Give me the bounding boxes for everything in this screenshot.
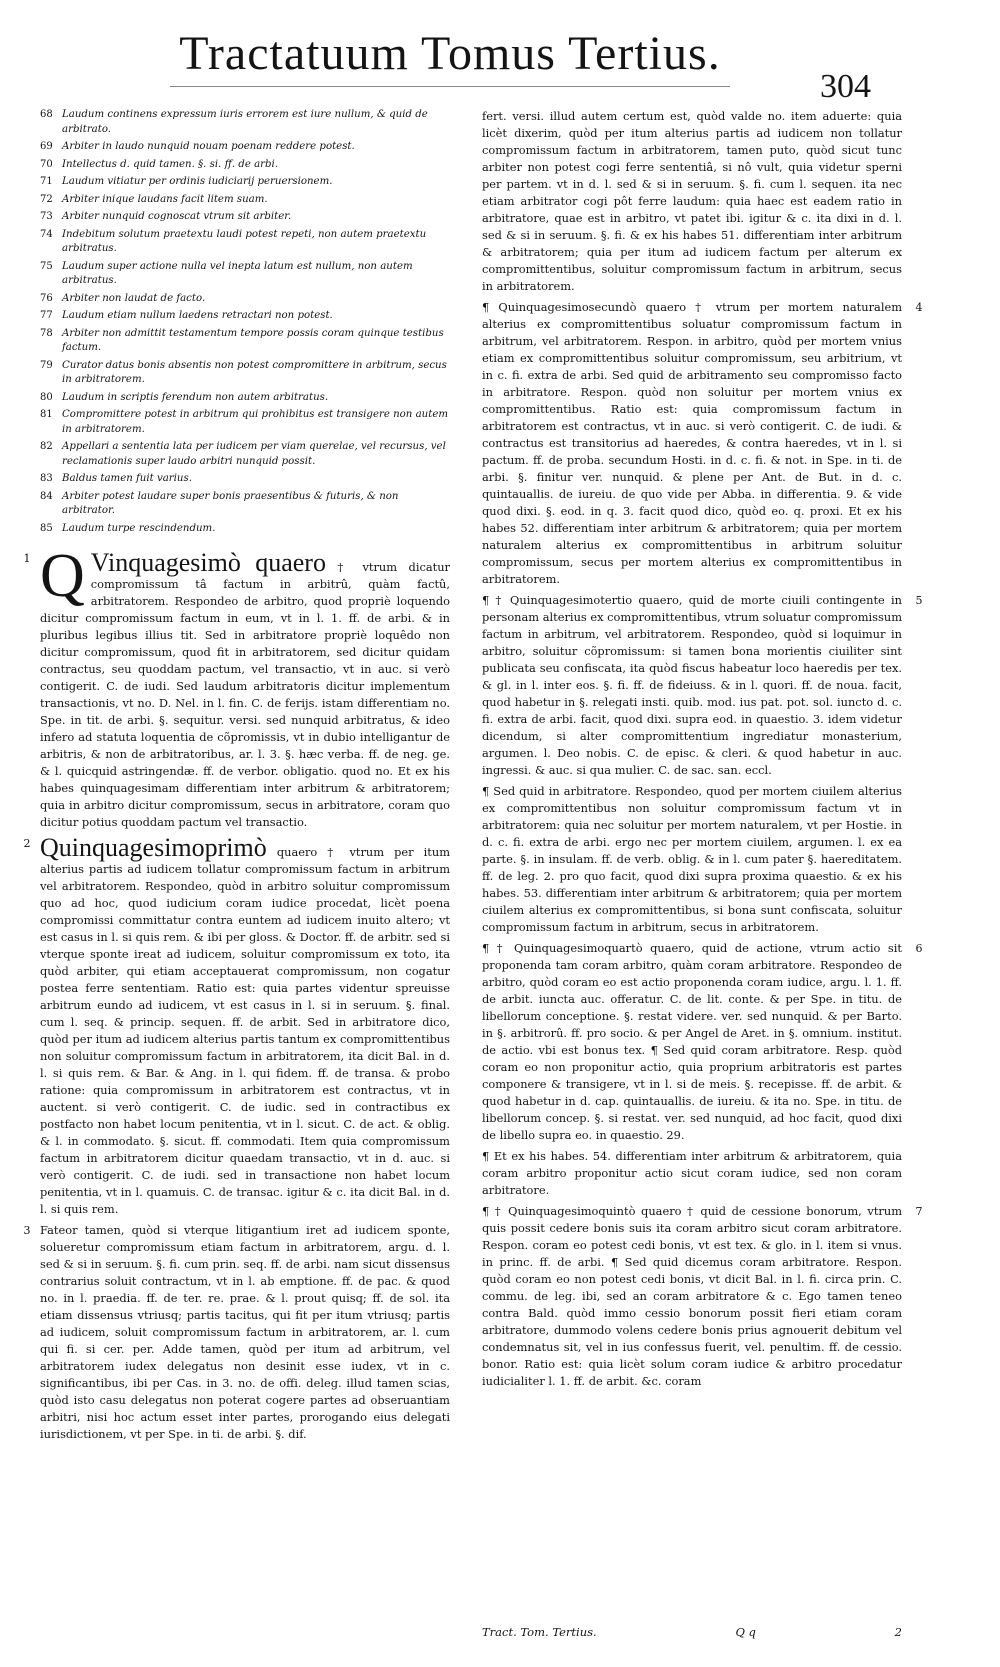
right-paragraphs	[482, 108, 923, 1390]
right-column	[482, 108, 923, 1633]
index-entry	[40, 210, 450, 225]
index-number: 76	[40, 292, 53, 304]
index-number: 71	[40, 176, 53, 187]
index-entry	[40, 408, 450, 437]
body-paragraph	[482, 592, 923, 779]
paragraph-text: † vtrum dicatur compromissum tâ factum in arbitrû, quàm factû, arbitratorem. Respondeo de arbitro, quod propriè loquendo dicitur compromissum factum in eum, vt in l. 1. ff. de arbi. & in pluribus legibus illius tit. Sed in arbitratore propriè loquêdo non dicitur compromissum, quod fit in arbitratorem, sed dicitur quidam contractus, seu quoddam pactum, vel transactio, vt in auc. si verò contigerit. C. de iudi. Sed laudum arbitratoris dicitur implementum transactionis, vt no. D. Nel. in l. fin. C. de ferijs. istam differentiam no. Spe. in tit. de arbi. §. sequitur. versi. sed nunquid arbitratus, & ideo infero ad statuta loquentia de cõpromissis, vt in dubio intelligantur de arbitris, & non de arbitratoribus, ar. l. 3. §. hæc verba. ff. de neg. ge. & l. quicquid astringendæ. ff. de verbor. obligatio. quod no. Et ex his habes quinquagesimam differentiam inter arbitrum & arbitratorem; quia in arbitro dicitur compromissum, secus in arbitratore, coram quo dicitur potius quoddam pactum vel transactio.	[40, 560, 451, 829]
left-paragraphs	[23, 542, 451, 1443]
index-number: 68	[40, 109, 53, 120]
paragraph-text: ¶ † Quinquagesimoquintò quaero † quid de cessione bonorum, vtrum quis possit cedere bonis suis ita coram arbitro sicut coram arbitratore. Respon. coram eo potest cedi bonis, vt est tex. & glo. in l. item si vnus. in princ. ff. de arbi. ¶ Sed quid dicemus coram arbitratore. Respon. quòd coram eo non potest cedi bonis, vt dicit Bal. in l. fi. circa prin. C. commu. de leg. ibi, sed an coram arbitratore & c. Ego tamen teneo contra Bald. quòd immo cessio bonorum possit fieri etiam coram arbitratore, dummodo volens cedere bonis prius agnouerit debitum vel condemnatus sit, vel in ius confessus fuerit, vel. penultim. ff. de cessio. bonor. Ratio est: quia licèt solum coram iudice & arbitro procedatur iudicialiter l. 1. ff. de arbit. &c. coram	[482, 1204, 902, 1388]
paragraph-text: ¶ † Quinquagesimotertio quaero, quid de morte ciuili contingente in personam alterius ex compromittentibus, vtrum soluatur compromissum factum in arbitrum, vel arbitratorem. Respondeo, quòd si loquimur in arbitro, soluitur cõpromissum: si tamen bona morientis ciuiliter sint publicata seu confiscata, ita quòd fiscus habeatur loco haeredis per tex. & gl. in l. inter eos. §. fi. ff. de fideiuss. & in l. quori. ff. de noua. facit, quod habetur in §. relegati insti. quib. mod. ius pat. pot. sol. iuncto d. c. fi. extra de arbi. facit, quod dixi. supra eod. in quaestio. 3. idem videtur dicendum, si alter compromittentium ingrediatur monasterium, argumen. l. Deo nobis. C. de episc. & cleri. & quod habetur in auc. ingressi. & auc. si qua mulier. C. de sac. san. eccl.	[482, 593, 902, 777]
index-text: Laudum continens expressum iuris errorem est iure nullum, & quid de arbitrato.	[62, 109, 428, 135]
index-number: 80	[40, 391, 53, 403]
index-text: Curator datus bonis absentis non potest compromittere in arbitrum, secus in arbitratorem.	[62, 359, 447, 385]
margin-number: 3	[23, 1224, 31, 1237]
index-text: Compromittere potest in arbitrum qui prohibitus est transigere non autem in arbitratorem.	[62, 409, 449, 435]
index-entry	[40, 327, 450, 356]
index-number: 77	[40, 310, 53, 321]
index-text: Appellari a sententia lata per iudicem per viam querelae, vel recursus, vel reclamationis super laudo arbitri nunquid possit.	[62, 441, 446, 467]
index-number: 81	[40, 409, 53, 420]
index-number: 78	[40, 327, 53, 339]
drop-cap: Q	[40, 542, 85, 610]
signature-mark: Q q	[735, 1625, 756, 1639]
index-text: Laudum super actione nulla vel inepta latum est nullum, non autem arbitratus.	[62, 260, 413, 286]
index-text: Arbiter in laudo nunquid nouam poenam reddere potest.	[62, 141, 355, 152]
index-text: Laudum etiam nullum laedens retractari non potest.	[62, 310, 333, 321]
left-column	[23, 108, 451, 1633]
index-entry	[40, 228, 450, 257]
margin-number: 6	[915, 942, 923, 955]
paragraph-text: Fateor tamen, quòd si vterque litigantium iret ad iudicem sponte, solueretur compromissum etiam factum in arbitratorem, argu. d. l. sed & si in seruum. §. fi. cum prin. seq. ff. de arbi. nam sicut dissensus contrarius soluit contractum, vt in l. ab emptione. ff. de pac. & quod no. in l. praedia. ff. de ter. re. prae. & l. prout quisq; ff. de sol. ita etiam dissensus vtriusq; partis tacitus, qui fit per itum vtriusq; partis ad iudicem, soluit compromissum factum in arbitratorem, ar. l. cum qui fi. si cer. per. Adde tamen, quòd per itum ad arbitrum, vel arbitratorem iudex delegatus non desinit esse iudex, vt in c. significantibus, ibi per Cas. in 3. no. de offi. deleg. illud tamen scias, quòd isto casu delegatus non poterat cogere partes ad obseruantiam arbitri, nisi hoc actum esset inter partes, prorogando eius delegati iurisdictionem, vt per Spe. in ti. de arbi. §. dif.	[40, 1223, 450, 1441]
paragraph-text: ¶ Sed quid in arbitratore. Respondeo, quod per mortem ciuilem alterius ex compromittentibus non soluitur compromissum factum vt in arbitratorem: quia nec soluitur per mortem naturalem, vt per Hostie. in d. c. fi. extra de arbi. ergo nec per mortem ciuilem, argumen. l. ex ea parte. §. in insulam. ff. de verb. oblig. & in l. cum pater §. haereditatem. ff. de leg. 2. pro quo facit, quod dixi supra proxima quaestio. & ex his habes. 53. differentiam inter arbitrum & arbitratorem; quia per mortem ciuilem alterius ex compromittentibus, si bona sunt confiscata, soluitur compromissum factum in arbitrum, secus in arbitratorem.	[482, 784, 902, 934]
body-paragraph	[482, 1148, 902, 1199]
index-entry	[40, 309, 450, 324]
page-title: Tractatuum Tomus Tertius.	[179, 27, 721, 80]
margin-number: 4	[915, 301, 923, 314]
index-entry	[40, 490, 450, 519]
index-text: Laudum in scriptis ferendum non autem arbitratus.	[62, 391, 329, 403]
index-number: 70	[40, 158, 53, 170]
body-paragraph	[482, 108, 902, 295]
index-text: Laudum vitiatur per ordinis iudiciarij peruersionem.	[62, 176, 333, 187]
index-entry	[40, 359, 450, 388]
index-number: 84	[40, 490, 53, 502]
index-entry	[40, 108, 450, 137]
index-text: Arbiter nunquid cognoscat vtrum sit arbiter.	[62, 211, 292, 222]
index-entry	[40, 140, 450, 155]
index-entry	[40, 260, 450, 289]
index-number: 75	[40, 260, 53, 272]
body-paragraph	[482, 299, 923, 588]
index-list	[40, 108, 450, 536]
index-entry	[40, 193, 450, 208]
body-paragraph	[482, 1203, 923, 1390]
index-number: 85	[40, 522, 53, 534]
paragraph-text: fert. versi. illud autem certum est, quòd valde no. item aduerte: quia licèt dixerim, quòd per itum alterius partis ad iudicem non tollatur compromissum factum in arbitratorem, tamen puto, quòd sicut tunc arbiter non potest cogi ferre sententiâ, si nô vult, quia videtur sperni per partem. vt in d. l. sed & si in seruum. §. fi. cum l. sequen. ita nec etiam arbitrator cogi pôt ferre laudum: quia haec est eadem ratio in arbitratore, quae est in arbitro, vt patet ibi. igitur & c. ita dixi in d. l. sed & si in seruum. §. fi. & ex his habes 51. differentiam inter arbitrum & arbitratorem; quia per itum ad iudicem factum per alterum ex compromittentibus, soluitur compromissum factum in arbitrum, secus in arbitratorem.	[482, 109, 902, 293]
index-entry	[40, 292, 450, 307]
index-number: 79	[40, 359, 53, 371]
index-text: Intellectus d. quid tamen. §. si. ff. de arbi.	[62, 158, 279, 170]
paragraph-text: quaero † vtrum per itum alterius partis ad iudicem tollatur compromissum factum in arbitrum vel arbitratorem. Respondeo, quòd in arbitro soluitur compromissum quo ad hoc, quod iudicium coram iudice procedat, licèt poena compromissi committatur contra euntem ad iudicem inuito altero; vt est casus in l. si quis rem. & ibi per gloss. & Doctor. ff. de arbitr. sed si vterque sponte ireat ad iudicem, soluitur compromissum ex toto, ita quòd arbiter, qui etiam acceptauerat compromissum, non cogatur postea ferre sententiam. Ratio est: quia partes videntur spreuisse arbitrum eundo ad iudicem, vt est casus in l. si in seruum. §. final. cum l. seq. & princip. sequen. ff. de arbit. Sed in arbitratore dico, quòd per itum ad iudicem alterius partis tantum ex compromittentibus non soluitur compromissum factum in arbitratorem, ita dicit Bal. in d. l. si quis rem. & Bar. & Ang. in l. qui fidem. ff. de transa. & probo ratione: quia compromissum in arbitratorem est contractus, vt in auctent. si verò contigerit. C. de iudic. sed in contractibus ex postfacto non habet locum penitentia, vt in l. sicut. C. de act. & oblig. & l. in commodato. §. sicut. ff. commodati. Item quia compromissum factum in arbitratorem dicitur quaedam transactio, vt in d. auc. si verò contigerit. C. de iudi. sed in transactione non habet locum penitentia, vt in l. quamuis. C. de transac. igitur & c. ita dicit Bal. in d. l. si quis rem.	[40, 845, 450, 1216]
index-number: 74	[40, 228, 53, 240]
body-paragraph	[482, 940, 923, 1144]
index-number: 73	[40, 211, 53, 222]
index-entry	[40, 175, 450, 190]
body-paragraph	[23, 833, 450, 1218]
margin-number: 5	[915, 594, 923, 607]
index-number: 83	[40, 473, 53, 484]
margin-number: 1	[23, 552, 31, 565]
lead-words: Vinquagesimò quaero	[90, 548, 326, 577]
paragraph-text: ¶ † Quinquagesimoquartò quaero, quid de actione, vtrum actio sit proponenda tam coram arbitro, quàm coram arbitratore. Respondeo de arbitro, quòd coram eo est actio proponenda coram iudice, argu. l. 1. ff. de arbit. iuncta auc. offeratur. C. de lit. conte. & per Spe. in titu. de libellorum conceptione. §. restat videre. ver. sed nunquid. & per Barto. in §. arbitrorû. ff. pro socio. & per Angel de Aret. in §. omnium. institut. de actio. vbi est bonus tex. ¶ Sed quid coram arbitratore. Resp. quòd coram eo non proponitur actio, quia proprium arbitratoris est partes componere & transigere, vt in l. si de meis. §. recepisse. ff. de arbit. & quod habetur in d. cap. quintauallis. de iureiu. & ita no. Spe. in titu. de libellorum concep. §. si restat. ver. sed nunquid, ad hoc facit, quod dixi de libello supra eo. in quaestio. 29.	[482, 941, 902, 1142]
index-number: 82	[40, 441, 53, 452]
index-text: Baldus tamen fuit varius.	[62, 473, 192, 484]
index-entry	[40, 522, 450, 537]
index-text: Arbiter inique laudans facit litem suam.	[62, 193, 268, 205]
title-rule	[170, 86, 730, 87]
paragraph-text: ¶ Et ex his habes. 54. differentiam inter arbitrum & arbitratorem, quia coram arbitro proponitur actio sicut coram iudice, sed non coram arbitratore.	[482, 1149, 902, 1197]
index-text: Arbiter non laudat de facto.	[62, 292, 206, 304]
lead-words: Quinquagesimoprimò	[40, 833, 267, 862]
running-title: Tract. Tom. Tertius.	[482, 1625, 597, 1639]
margin-number: 7	[915, 1205, 923, 1218]
footer	[482, 1625, 902, 1639]
index-entry	[40, 158, 450, 173]
paragraph-text: ¶ Quinquagesimosecundò quaero † vtrum per mortem naturalem alterius ex compromittentibus soluatur compromissum factum in arbitrum, vel arbitratorem. Respon. in arbitro, quòd per mortem vnius etiam ex compromittentibus soluitur compromissum, seu arbitrium, vt in c. fi. extra de arbi. Sed quid de arbitramento seu compromisso facto in arbitratore. Respon. quòd non soluitur per mortem vnius ex compromittentibus. Ratio est: quia compromissum factum in arbitratorem est contractus, vt in auc. si verò contigerit. C. de iudi. & contractus est transitorius ad haeredes, & contra haeredes, vt in l. si pactum. ff. de proba. secundum Hosti. in d. c. fi. & not. in Spe. in ti. de arbi. §. finitur ver. nunquid. & plene per Ant. de But. in d. c. quintauallis. de iureiu. de quo vide per Abba. in differentia. 9. & vide quod dixi. §. eod. in q. 3. facit quod dico, quòd eo. q. proxi. Et ex his habes 52. differentiam inter arbitrum & arbitratorem; quia per mortem naturalem alterius ex compromittentibus in arbitrum soluitur compromissum, secus per mortem alterius ex compromittentibus in arbitratorem.	[482, 300, 902, 586]
body-paragraph	[482, 783, 902, 936]
body-paragraph	[23, 1222, 450, 1443]
index-text: Arbiter non admittit testamentum tempore possis coram quinque testibus factum.	[62, 327, 444, 353]
index-text: Laudum turpe rescindendum.	[62, 522, 216, 534]
index-text: Arbiter potest laudare super bonis praesentibus & futuris, & non arbitrator.	[62, 490, 399, 516]
margin-number: 2	[23, 837, 31, 850]
index-entry	[40, 440, 450, 469]
index-entry	[40, 472, 450, 487]
index-number: 72	[40, 193, 53, 205]
index-text: Indebitum solutum praetextu laudi potest repeti, non autem praetextu arbitratus.	[62, 228, 427, 254]
signature-number: 2	[894, 1625, 902, 1639]
index-entry	[40, 391, 450, 406]
body-paragraph	[23, 542, 451, 831]
folio-number: 304	[820, 68, 871, 105]
index-number: 69	[40, 141, 53, 152]
